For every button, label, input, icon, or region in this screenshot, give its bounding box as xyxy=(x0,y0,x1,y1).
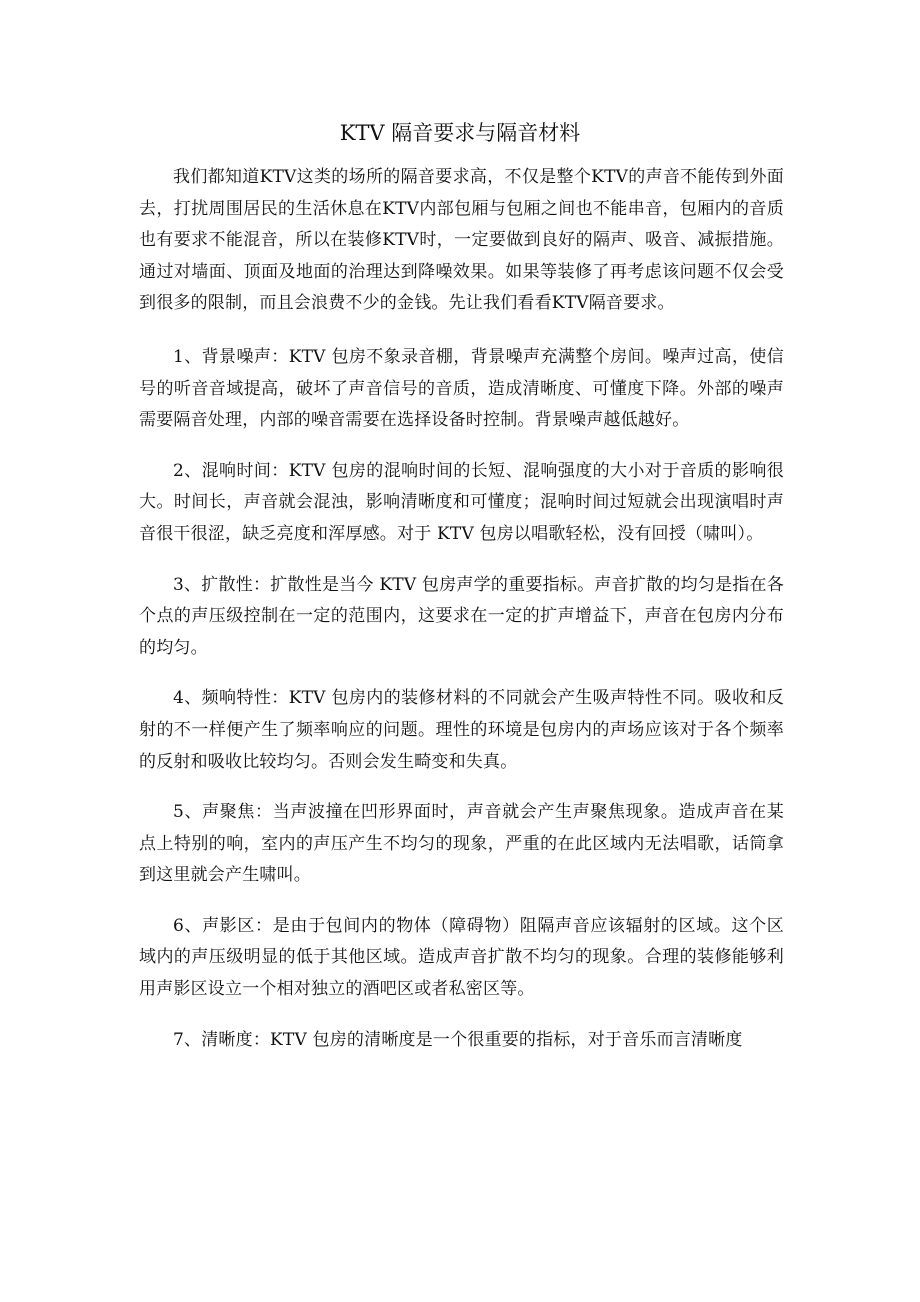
paragraph-reverberation-time: 2、混响时间：KTV 包房的混响时间的长短、混响强度的大小对于音质的影响很大。时间长，声音就会混浊，影响清晰度和可懂度；混响时间过短就会出现演唱时声音很干很涩，缺乏亮度和浑厚感。对于 KTV 包房以唱歌轻松，没有回授（啸叫）。 xyxy=(139,460,784,544)
paragraph-sound-focus: 5、声聚焦：当声波撞在凹形界面时，声音就会产生声聚焦现象。造成声音在某点上特别的响，室内的声压产生不均匀的现象，严重的在此区域内无法唱歌，话筒拿到这里就会产生啸叫。 xyxy=(139,802,784,886)
document-body xyxy=(139,162,784,1075)
document-title: KTV 隔音要求与隔音材料 xyxy=(339,121,581,145)
paragraph-sound-shadow: 6、声影区：是由于包间内的物体（障碍物）阻隔声音应该辐射的区域。这个区域内的声压级明显的低于其他区域。造成声音扩散不均匀的现象。合理的装修能够利用声影区设立一个相对独立的酒吧区或者私密区等。 xyxy=(139,915,784,1000)
intro-paragraph: 我们都知道KTV这类的场所的隔音要求高，不仅是整个KTV的声音不能传到外面去，打扰周围居民的生活休息在KTV内部包厢与包厢之间也不能串音，包厢内的音质也有要求不能混音，所以在装修KTV时，一定要做到良好的隔声、吸音、减振措施。通过对墙面、顶面及地面的治理达到降噪效果。如果等装修了再考虑该问题不仅会受到很多的限制，而且会浪费不少的金钱。先让我们看看KTV隔音要求。 xyxy=(139,167,784,314)
paragraph-background-noise: 1、背景噪声：KTV 包房不象录音棚，背景噪声充满整个房间。噪声过高，使信号的听音音域提高，破坏了声音信号的音质，造成清晰度、可懂度下降。外部的噪声需要隔音处理，内部的噪音需要在选择设备时控制。背景噪声越低越好。 xyxy=(139,346,784,431)
paragraph-frequency-response: 4、频响特性：KTV 包房内的装修材料的不同就会产生吸声特性不同。吸收和反射的不一样便产生了频率响应的问题。理性的环境是包房内的声场应该对于各个频率的反射和吸收比较均匀。否则会发生畸变和失真。 xyxy=(139,688,784,772)
paragraph-diffusion: 3、扩散性：扩散性是当今 KTV 包房声学的重要指标。声音扩散的均匀是指在各个点的声压级控制在一定的范围内，这要求在一定的扩声增益下，声音在包房内分布的均匀。 xyxy=(139,574,784,658)
paragraph-clarity: 7、清晰度：KTV 包房的清晰度是一个很重要的指标，对于音乐而言清晰度 xyxy=(173,1029,743,1050)
